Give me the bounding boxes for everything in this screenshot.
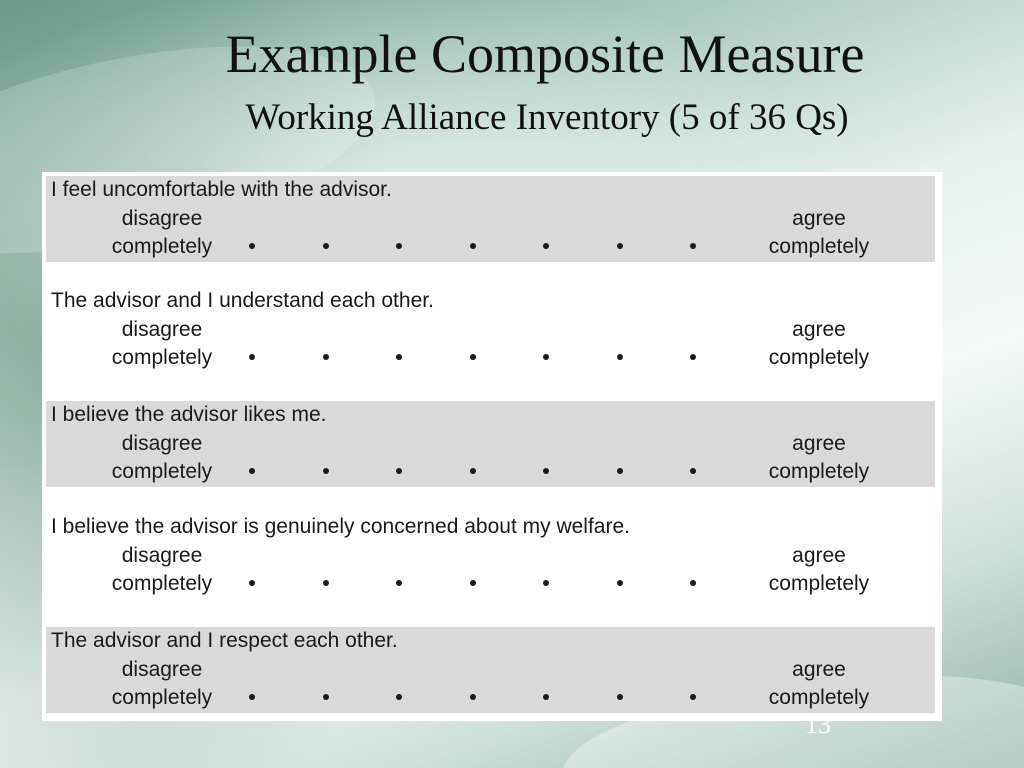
scale-right-anchor (759, 205, 879, 261)
scale-point-5[interactable] (543, 243, 549, 249)
left-anchor-line1: disagree (121, 207, 203, 230)
left-anchor-line1: disagree (121, 318, 203, 341)
scale-point-5[interactable] (543, 354, 549, 360)
scale-point-6[interactable] (617, 243, 623, 249)
scale-point-3[interactable] (396, 243, 402, 249)
scale-right-anchor (759, 542, 879, 598)
scale-left-anchor (102, 430, 222, 486)
scale-point-2[interactable] (323, 694, 329, 700)
scale-left-anchor (102, 316, 222, 372)
question-text: I feel uncomfortable with the advisor. (51, 178, 392, 201)
scale-point-2[interactable] (323, 580, 329, 586)
left-anchor-line1: disagree (121, 432, 203, 455)
slide-title: Example Composite Measure (225, 24, 865, 84)
right-anchor-line2: completely (768, 346, 870, 369)
left-anchor-line2: completely (111, 235, 213, 258)
question-text: The advisor and I understand each other. (51, 289, 434, 312)
scale-point-3[interactable] (396, 354, 402, 360)
scale-point-6[interactable] (617, 694, 623, 700)
left-anchor-line1: disagree (121, 544, 203, 567)
scale-point-7[interactable] (690, 694, 696, 700)
question-text: I believe the advisor is genuinely concerned about my welfare. (51, 515, 630, 538)
scale-left-anchor (102, 205, 222, 261)
scale-point-4[interactable] (470, 468, 476, 474)
scale-point-4[interactable] (470, 694, 476, 700)
scale-point-6[interactable] (617, 580, 623, 586)
likert-item (46, 401, 935, 487)
question-text: The advisor and I respect each other. (51, 629, 398, 652)
question-text: I believe the advisor likes me. (51, 403, 327, 426)
scale-left-anchor (102, 656, 222, 712)
scale-right-anchor (759, 430, 879, 486)
questionnaire-panel (42, 172, 942, 721)
scale-point-2[interactable] (323, 468, 329, 474)
slide-subtitle: Working Alliance Inventory (5 of 36 Qs) (245, 97, 849, 138)
scale-right-anchor (759, 316, 879, 372)
scale-left-anchor (102, 542, 222, 598)
scale-point-6[interactable] (617, 468, 623, 474)
scale-point-1[interactable] (249, 694, 255, 700)
right-anchor-line2: completely (768, 460, 870, 483)
scale-point-4[interactable] (470, 354, 476, 360)
scale-point-7[interactable] (690, 580, 696, 586)
scale-right-anchor (759, 656, 879, 712)
scale-point-5[interactable] (543, 694, 549, 700)
scale-point-7[interactable] (690, 243, 696, 249)
scale-point-1[interactable] (249, 243, 255, 249)
scale-point-3[interactable] (396, 580, 402, 586)
likert-item (46, 287, 935, 377)
right-anchor-line1: agree (792, 432, 846, 455)
scale-point-7[interactable] (690, 354, 696, 360)
right-anchor-line1: agree (792, 544, 846, 567)
scale-point-3[interactable] (396, 468, 402, 474)
scale-point-6[interactable] (617, 354, 623, 360)
scale-point-4[interactable] (470, 243, 476, 249)
left-anchor-line1: disagree (121, 658, 203, 681)
scale-point-5[interactable] (543, 580, 549, 586)
right-anchor-line1: agree (792, 658, 846, 681)
scale-point-3[interactable] (396, 694, 402, 700)
scale-point-2[interactable] (323, 354, 329, 360)
left-anchor-line2: completely (111, 686, 213, 709)
scale-point-4[interactable] (470, 580, 476, 586)
scale-point-5[interactable] (543, 468, 549, 474)
right-anchor-line1: agree (792, 207, 846, 230)
right-anchor-line2: completely (768, 235, 870, 258)
left-anchor-line2: completely (111, 572, 213, 595)
left-anchor-line2: completely (111, 346, 213, 369)
slide-page-number: 13 (805, 710, 831, 739)
scale-point-1[interactable] (249, 354, 255, 360)
likert-item (46, 176, 935, 262)
scale-point-1[interactable] (249, 580, 255, 586)
right-anchor-line2: completely (768, 572, 870, 595)
right-anchor-line2: completely (768, 686, 870, 709)
likert-item (46, 627, 935, 713)
left-anchor-line2: completely (111, 460, 213, 483)
right-anchor-line1: agree (792, 318, 846, 341)
scale-point-7[interactable] (690, 468, 696, 474)
scale-point-1[interactable] (249, 468, 255, 474)
likert-item (46, 513, 935, 603)
scale-point-2[interactable] (323, 243, 329, 249)
